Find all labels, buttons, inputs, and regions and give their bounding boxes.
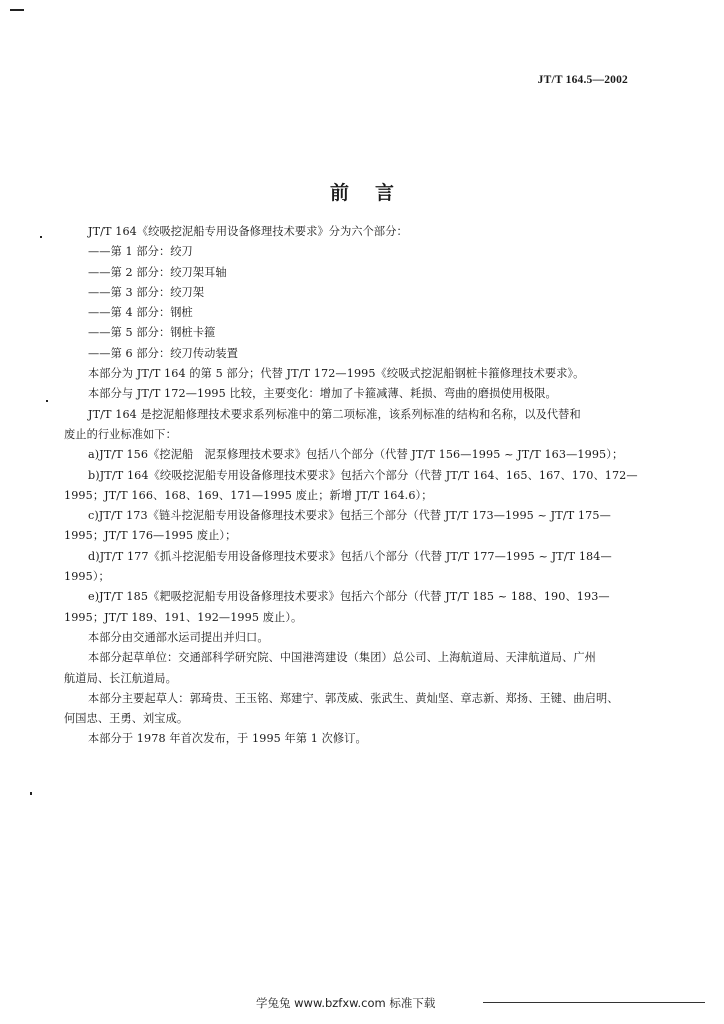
list-item-cont: 1995；JT/T 176—1995 废止）； bbox=[64, 529, 237, 543]
list-item-cont: 1995）； bbox=[64, 570, 110, 584]
paragraph: JT/T 164《绞吸挖泥船专用设备修理技术要求》分为六个部分： bbox=[88, 225, 408, 238]
paragraph-line: JT/T 164 是挖泥船修理技术要求系列标准中的第二项标准，该系列标准的结构和名称，以及代替和 bbox=[88, 407, 581, 421]
page-title: 前言 bbox=[329, 182, 420, 204]
standard-code: JT/T 164.5—2002 bbox=[537, 74, 628, 86]
list-item: ——第 5 部分：钢桩卡箍 bbox=[88, 326, 216, 340]
paragraph: 本部分于 1978 年首次发布，于 1995 年第 1 次修订。 bbox=[88, 732, 367, 746]
footer-rule bbox=[483, 1002, 705, 1003]
list-item-cont: 1995；JT/T 166、168、169、171—1995 废止；新增 JT/T 164.6）； bbox=[64, 488, 433, 502]
list-item: ——第 1 部分：绞刀 bbox=[88, 245, 193, 259]
list-item: ——第 6 部分：绞刀传动装置 bbox=[88, 346, 238, 360]
paragraph-line: 何国忠、王勇、刘宝成。 bbox=[64, 712, 189, 726]
paragraph: 本部分由交通部水运司提出并归口。 bbox=[88, 630, 269, 644]
scan-mark bbox=[10, 9, 24, 11]
list-item: b)JT/T 164《绞吸挖泥船专用设备修理技术要求》包括六个部分（代替 JT/T 164、165、167、170、172— bbox=[88, 468, 638, 482]
footer-watermark: 学兔兔 www.bzfxw.com 标准下载 bbox=[256, 996, 436, 1010]
paragraph: 本部分与 JT/T 172—1995 比较，主要变化：增加了卡箍减薄、耗损、弯曲的磨损使用极限。 bbox=[88, 387, 557, 401]
scan-dot bbox=[40, 236, 42, 238]
list-item-cont: 1995；JT/T 189、191、192—1995 废止）。 bbox=[64, 610, 303, 624]
list-item: e)JT/T 185《耙吸挖泥船专用设备修理技术要求》包括六个部分（代替 JT/T 185 ~ 188、190、193— bbox=[88, 590, 610, 604]
list-item: a)JT/T 156《挖泥船 泥泵修理技术要求》包括八个部分（代替 JT/T 156—1995 ~ JT/T 163—1995）； bbox=[88, 448, 624, 462]
paragraph-line: 本部分主要起草人：郭琦贵、王玉铭、郑建宁、郭茂威、张武生、黄灿坚、章志新、郑扬、王键、曲启明、 bbox=[88, 691, 619, 705]
list-item: ——第 2 部分：绞刀架耳轴 bbox=[88, 265, 227, 279]
paragraph-line: 废止的行业标准如下： bbox=[64, 427, 177, 441]
foreword-body bbox=[64, 222, 636, 750]
paragraph-line: 航道局、长江航道局。 bbox=[64, 671, 177, 685]
paragraph-line: 本部分起草单位：交通部科学研究院、中国港湾建设（集团）总公司、上海航道局、天津航道局、广州 bbox=[88, 651, 596, 665]
list-item: d)JT/T 177《抓斗挖泥船专用设备修理技术要求》包括八个部分（代替 JT/T 177—1995 ~ JT/T 184— bbox=[88, 549, 612, 563]
list-item: ——第 4 部分：钢桩 bbox=[88, 306, 193, 320]
list-item: ——第 3 部分：绞刀架 bbox=[88, 285, 205, 299]
scan-dot bbox=[30, 792, 32, 795]
paragraph: 本部分为 JT/T 164 的第 5 部分；代替 JT/T 172—1995《绞吸式挖泥船钢桩卡箍修理技术要求》。 bbox=[88, 367, 585, 381]
list-item: c)JT/T 173《链斗挖泥船专用设备修理技术要求》包括三个部分（代替 JT/T 173—1995 ~ JT/T 175— bbox=[88, 509, 611, 523]
scan-dot bbox=[46, 400, 48, 402]
